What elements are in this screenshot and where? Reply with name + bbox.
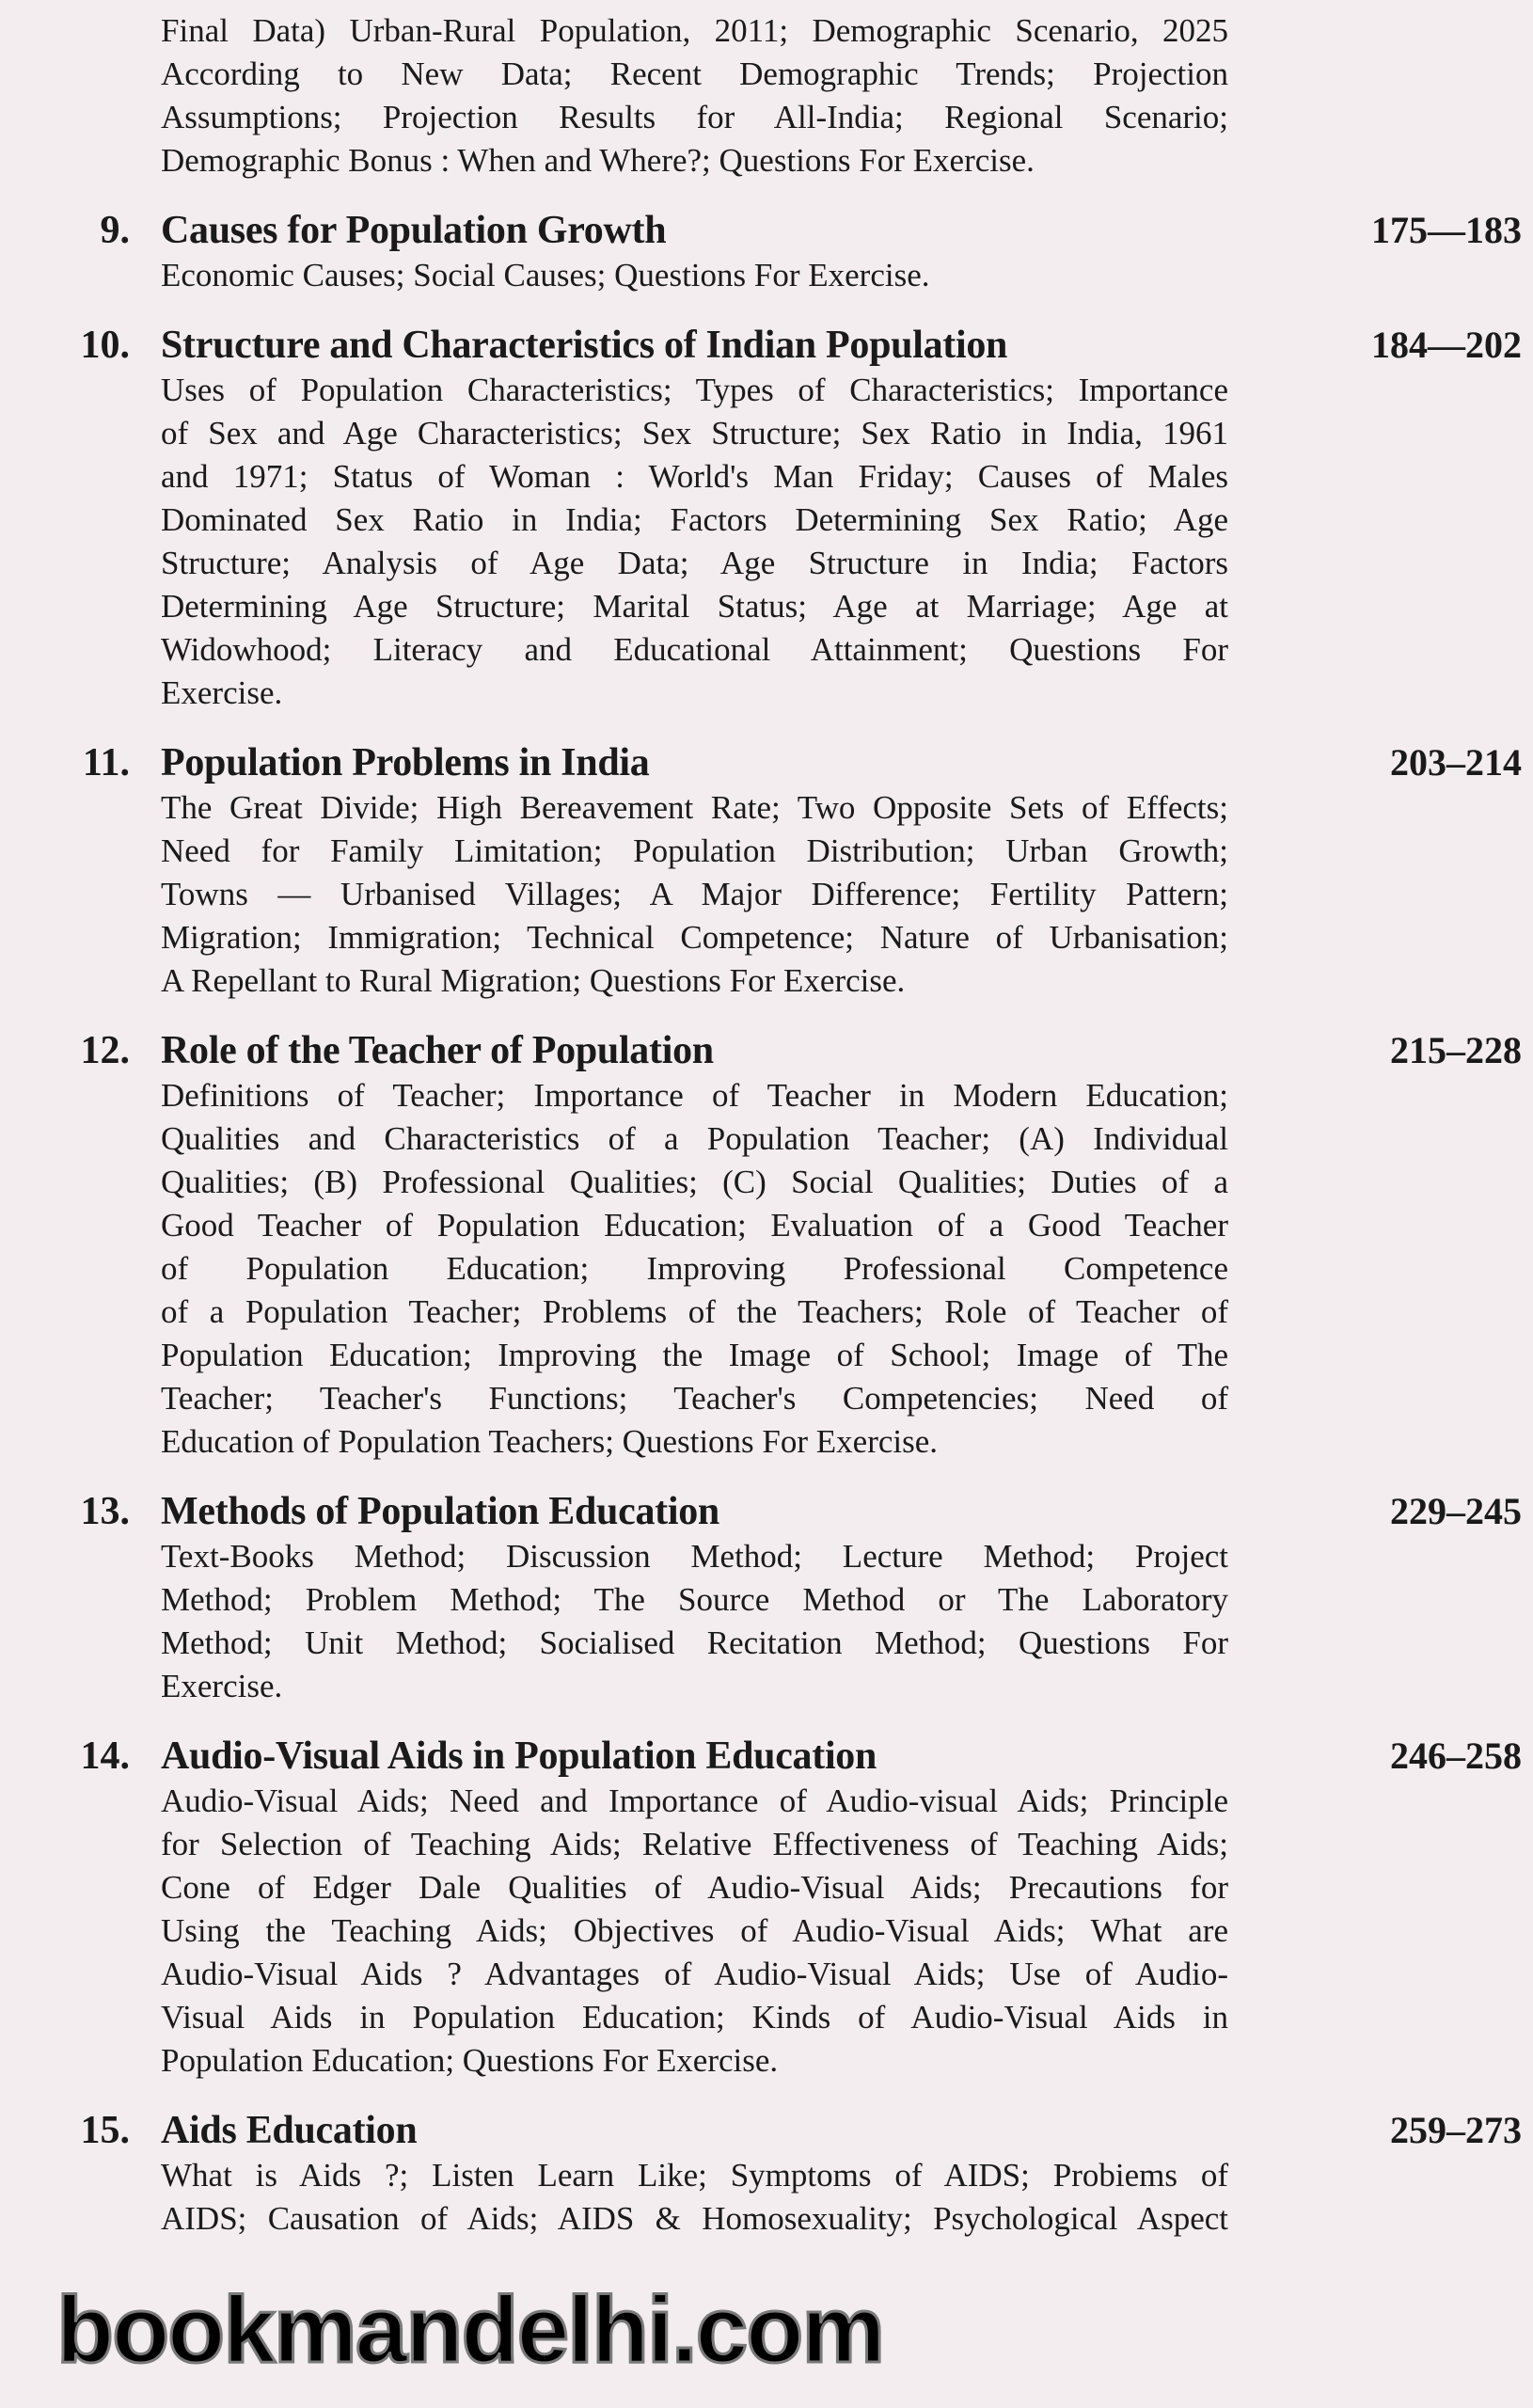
topic-line: Method; Problem Method; The Source Method or The Laboratory	[161, 1581, 1228, 1618]
chapter-title: Population Problems in India	[161, 741, 650, 784]
chapter-number: 9.	[100, 209, 130, 252]
topic-line: Exercise.	[161, 674, 283, 711]
page-range: 184—202	[1371, 324, 1522, 366]
topic-line: of Population Education; Improving Professional Competence	[161, 1250, 1228, 1287]
chapter-heading	[0, 207, 1533, 254]
topic-line: Structure; Analysis of Age Data; Age Structure in India; Factors	[161, 545, 1228, 581]
page-range: 229–245	[1390, 1490, 1522, 1532]
topic-line: Good Teacher of Population Education; Evaluation of a Good Teacher	[161, 1207, 1228, 1244]
chapter-title: Methods of Population Education	[161, 1490, 719, 1533]
chapter-topics	[161, 9, 1228, 182]
topic-line: Migration; Immigration; Technical Competence; Nature of Urbanisation;	[161, 919, 1228, 956]
chapter-topics	[161, 369, 1228, 715]
page-range: 175—183	[1371, 209, 1522, 251]
toc-entry	[0, 322, 1533, 715]
toc-entry	[0, 1488, 1533, 1708]
topic-line: of a Population Teacher; Problems of the Teachers; Role of Teacher of	[161, 1293, 1228, 1330]
topic-line: What is Aids ?; Listen Learn Like; Symptoms of AIDS; Probiems of	[161, 2157, 1228, 2194]
topic-line: According to New Data; Recent Demographic Trends; Projection	[161, 55, 1228, 92]
topic-line: for Selection of Teaching Aids; Relative Effectiveness of Teaching Aids;	[161, 1826, 1228, 1862]
chapter-topics	[161, 1074, 1228, 1464]
topic-line: Teacher; Teacher's Functions; Teacher's Competencies; Need of	[161, 1380, 1228, 1417]
toc-entry	[0, 739, 1533, 1003]
chapter-title: Structure and Characteristics of Indian Population	[161, 324, 1008, 367]
topic-line: Towns — Urbanised Villages; A Major Difference; Fertility Pattern;	[161, 876, 1228, 912]
toc-entry	[0, 207, 1533, 297]
chapter-heading	[0, 2107, 1533, 2154]
chapter-number: 14.	[80, 1735, 130, 1778]
topic-line: Audio-Visual Aids ? Advantages of Audio-Visual Aids; Use of Audio-	[161, 1956, 1228, 1992]
page-range: 259–273	[1390, 2109, 1522, 2151]
topic-line: Assumptions; Projection Results for All-India; Regional Scenario;	[161, 99, 1228, 135]
chapter-number: 11.	[82, 741, 130, 784]
topic-line: Education of Population Teachers; Questions For Exercise.	[161, 1423, 939, 1460]
topic-line: Population Education; Improving the Image of School; Image of The	[161, 1337, 1228, 1373]
topic-line: of Sex and Age Characteristics; Sex Structure; Sex Ratio in India, 1961	[161, 415, 1228, 452]
watermark: bookmandelhi.com	[56, 2277, 884, 2383]
chapter-heading	[0, 322, 1533, 369]
chapter-heading	[0, 1733, 1533, 1780]
topic-line: Audio-Visual Aids; Need and Importance of Audio-visual Aids; Principle	[161, 1782, 1228, 1819]
topic-line: Definitions of Teacher; Importance of Teacher in Modern Education;	[161, 1077, 1228, 1114]
chapter-heading	[0, 1488, 1533, 1535]
topic-line: Uses of Population Characteristics; Types of Characteristics; Importance	[161, 372, 1228, 408]
topic-line: Visual Aids in Population Education; Kinds of Audio-Visual Aids in	[161, 1999, 1228, 2036]
topic-line: The Great Divide; High Bereavement Rate; Two Opposite Sets of Effects;	[161, 789, 1228, 826]
topic-line: Exercise.	[161, 1668, 283, 1704]
topic-line: A Repellant to Rural Migration; Questions For Exercise.	[161, 962, 906, 999]
topic-line: Determining Age Structure; Marital Status; Age at Marriage; Age at	[161, 588, 1228, 625]
toc-entry	[0, 1027, 1533, 1464]
chapter-number: 12.	[80, 1029, 130, 1072]
topic-line: Dominated Sex Ratio in India; Factors Determining Sex Ratio; Age	[161, 501, 1228, 538]
topic-line: AIDS; Causation of Aids; AIDS & Homosexuality; Psychological Aspect	[161, 2200, 1228, 2237]
page-range: 203–214	[1390, 741, 1522, 784]
topic-line: Method; Unit Method; Socialised Recitation Method; Questions For	[161, 1624, 1228, 1661]
chapter-title: Role of the Teacher of Population	[161, 1029, 714, 1072]
topic-line: Demographic Bonus : When and Where?; Questions For Exercise.	[161, 142, 1035, 179]
chapter-topics	[161, 2154, 1228, 2241]
toc-entry	[0, 9, 1533, 182]
topic-line: Text-Books Method; Discussion Method; Lecture Method; Project	[161, 1538, 1228, 1575]
topic-line: Qualities; (B) Professional Qualities; (C) Social Qualities; Duties of a	[161, 1164, 1228, 1200]
toc-entry	[0, 2107, 1533, 2241]
chapter-number: 13.	[80, 1490, 130, 1533]
chapter-title: Audio-Visual Aids in Population Education	[161, 1735, 877, 1778]
chapter-topics	[161, 1535, 1228, 1708]
topic-line: Final Data) Urban-Rural Population, 2011; Demographic Scenario, 2025	[161, 12, 1228, 49]
toc-entry	[0, 1733, 1533, 2083]
chapter-topics	[161, 786, 1228, 1003]
topic-line: Economic Causes; Social Causes; Questions For Exercise.	[161, 257, 930, 293]
topic-line: Cone of Edger Dale Qualities of Audio-Visual Aids; Precautions for	[161, 1869, 1228, 1906]
chapter-heading	[0, 739, 1533, 786]
chapter-number: 10.	[80, 324, 130, 367]
topic-line: Qualities and Characteristics of a Population Teacher; (A) Individual	[161, 1120, 1228, 1157]
chapter-title: Aids Education	[161, 2109, 418, 2152]
chapter-number: 15.	[80, 2109, 130, 2152]
chapter-heading	[0, 1027, 1533, 1074]
chapter-topics	[161, 1780, 1228, 2083]
page-range: 215–228	[1390, 1029, 1522, 1071]
chapter-title: Causes for Population Growth	[161, 209, 667, 252]
chapter-topics	[161, 254, 1228, 297]
page-range: 246–258	[1390, 1735, 1522, 1777]
topic-line: Need for Family Limitation; Population Distribution; Urban Growth;	[161, 832, 1228, 869]
table-of-contents	[0, 9, 1533, 2241]
topic-line: Using the Teaching Aids; Objectives of Audio-Visual Aids; What are	[161, 1912, 1228, 1949]
topic-line: and 1971; Status of Woman : World's Man Friday; Causes of Males	[161, 458, 1228, 495]
topic-line: Widowhood; Literacy and Educational Attainment; Questions For	[161, 631, 1228, 668]
topic-line: Population Education; Questions For Exercise.	[161, 2042, 779, 2079]
